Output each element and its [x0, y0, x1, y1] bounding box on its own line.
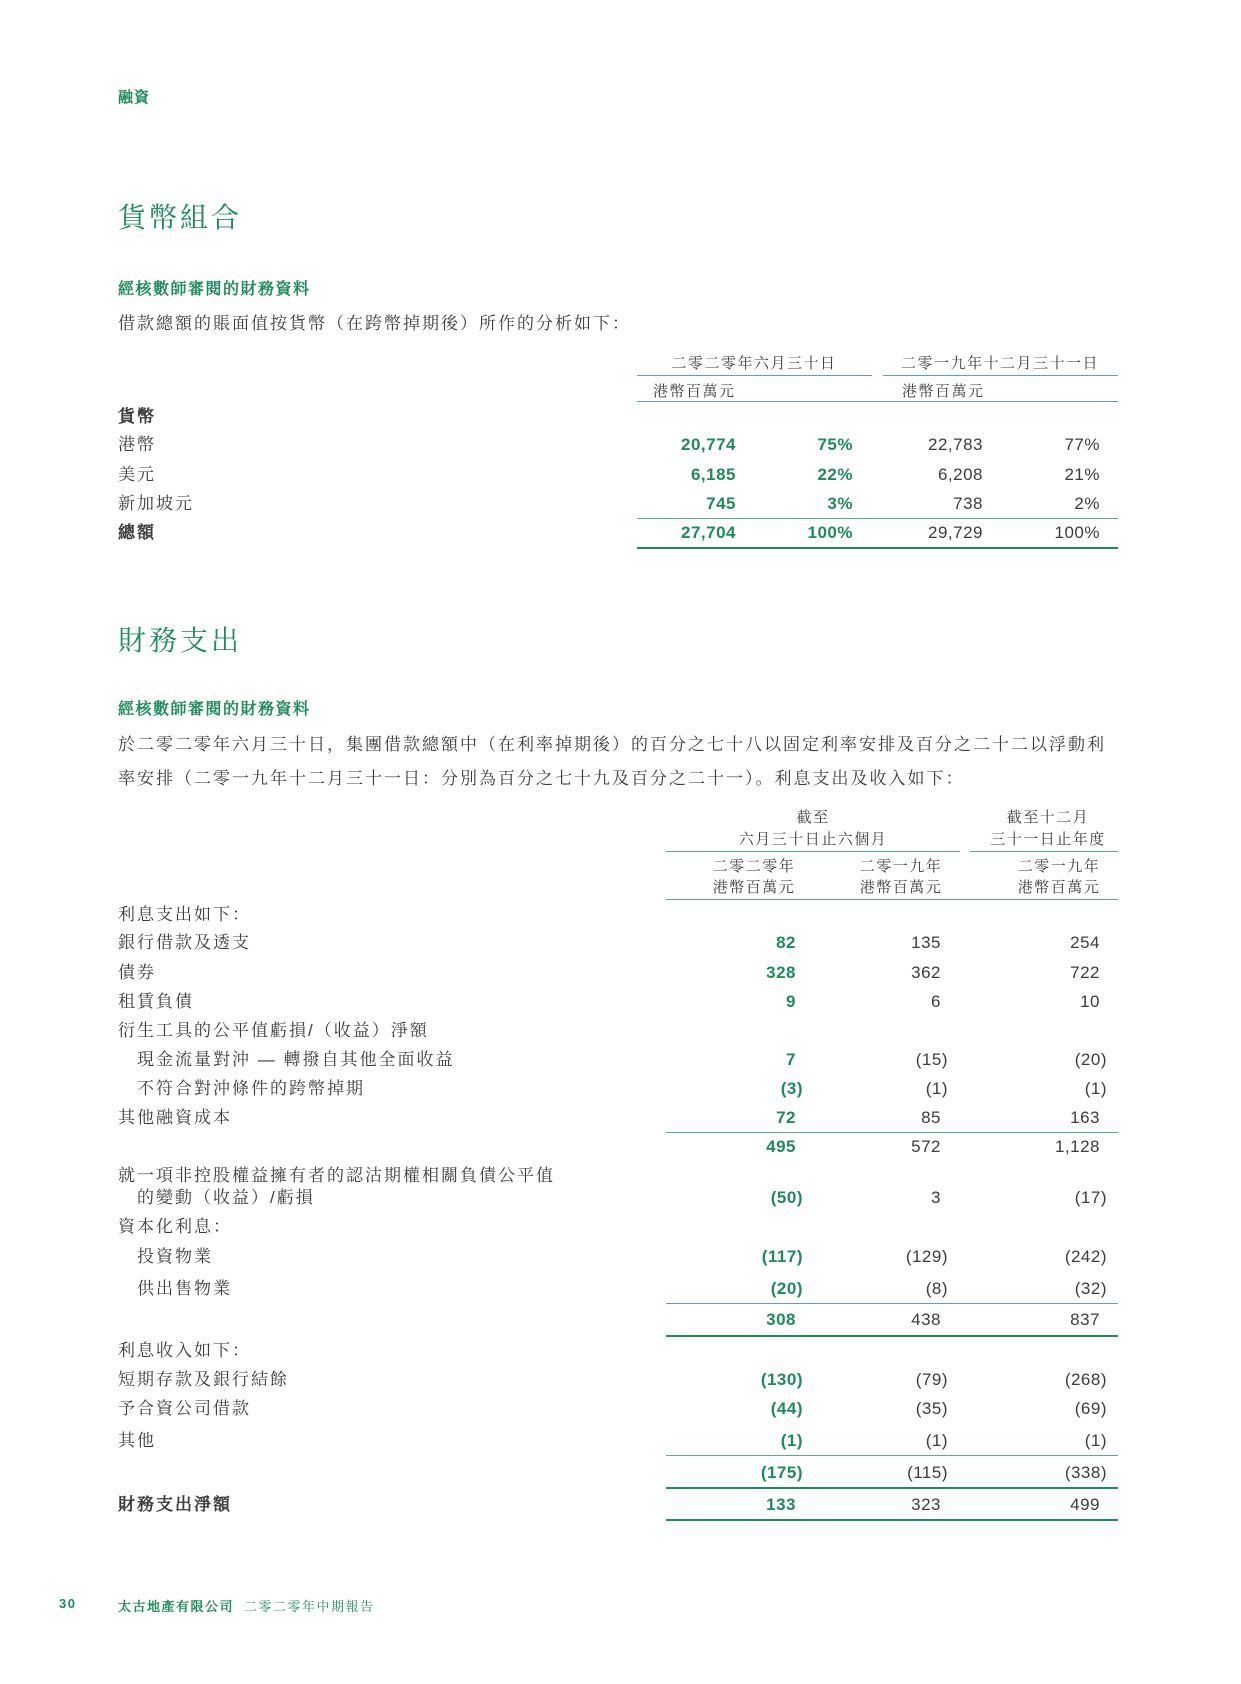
percent-2020: 22% — [817, 465, 853, 484]
table-row — [0, 463, 1241, 487]
value-2019-half: 572 — [911, 1137, 941, 1156]
col-unit: 港幣百萬元 — [1017, 879, 1101, 896]
section-label: 融資 — [118, 89, 151, 106]
divider — [666, 1132, 1118, 1133]
row-label: 供出售物業 — [137, 1279, 232, 1298]
col-year-2019-full: 二零一九年 — [1017, 858, 1101, 875]
table-row — [0, 1368, 1241, 1392]
value-2019-half: 6 — [931, 992, 941, 1011]
currency-unit-2019: 港幣百萬元 — [902, 383, 985, 400]
value-2020: 495 — [766, 1137, 796, 1156]
col-year-2020: 二零二零年 — [712, 858, 796, 875]
value-2019-full: 254 — [1070, 933, 1100, 952]
value-2019-half: (1) — [925, 1079, 948, 1098]
table-row — [0, 1164, 1241, 1188]
table-row — [0, 990, 1241, 1014]
table-row — [0, 1019, 1241, 1043]
value-2020: 82 — [776, 933, 796, 952]
table-row — [0, 1077, 1241, 1101]
row-label-continued: 的變動（收益）/虧損 — [137, 1188, 315, 1207]
row-label: 投資物業 — [137, 1247, 213, 1266]
table-row — [0, 1339, 1241, 1363]
table-row — [0, 1215, 1241, 1239]
value-2019-half: 438 — [911, 1310, 941, 1329]
row-label: 貨幣 — [118, 407, 156, 426]
table-row — [0, 492, 1241, 516]
divider — [970, 851, 1118, 852]
value-2020: 328 — [766, 963, 796, 982]
divider — [666, 851, 960, 852]
row-label: 新加坡元 — [118, 494, 194, 513]
row-label: 財務支出淨額 — [118, 1495, 232, 1514]
value-2019-full: (338) — [1064, 1463, 1107, 1482]
value-2020: 20,774 — [681, 435, 736, 454]
group-six-months-line2: 六月三十日止六個月 — [738, 831, 888, 848]
value-2019-full: (32) — [1074, 1279, 1107, 1298]
table-row — [0, 1106, 1241, 1130]
value-2020: (1) — [780, 1431, 803, 1450]
percent-2019: 21% — [1064, 465, 1100, 484]
table-row — [0, 903, 1241, 927]
table-row — [0, 1186, 1241, 1210]
value-2020: 7 — [786, 1050, 796, 1069]
divider — [637, 375, 872, 376]
value-2019-full: (17) — [1074, 1188, 1107, 1207]
row-label: 港幣 — [118, 435, 156, 454]
value-2019: 22,783 — [928, 435, 983, 454]
table-row — [0, 961, 1241, 985]
divider — [666, 1519, 1118, 1521]
row-label: 不符合對沖條件的跨幣掉期 — [137, 1079, 365, 1098]
finance-intro-line2: 率安排（二零一九年十二月三十一日：分別為百分之七十九及百分之二十一）。利息支出及收入如下： — [118, 769, 965, 788]
percent-2020: 3% — [827, 494, 853, 513]
table-row-total — [0, 521, 1241, 545]
table-row — [0, 1048, 1241, 1072]
table-row-subtotal — [0, 1135, 1241, 1159]
footer-company: 太古地產有限公司 — [118, 1599, 235, 1614]
value-2019-full: 10 — [1080, 992, 1100, 1011]
row-label: 其他融資成本 — [118, 1108, 232, 1127]
value-2019: 738 — [953, 494, 983, 513]
value-2019-full: (69) — [1074, 1399, 1107, 1418]
row-label: 就一項非控股權益擁有者的認沽期權相關負債公平值 — [118, 1166, 555, 1185]
value-2020: 72 — [776, 1108, 796, 1127]
value-2020: (175) — [760, 1463, 803, 1482]
table-row-total — [0, 1493, 1241, 1517]
value-2019-full: (1) — [1084, 1079, 1107, 1098]
value-2020: 308 — [766, 1310, 796, 1329]
value-2020: (20) — [770, 1279, 803, 1298]
row-label: 銀行借款及透支 — [118, 933, 251, 952]
value-2020: (44) — [770, 1399, 803, 1418]
table-row — [0, 405, 1241, 429]
row-label: 總額 — [118, 523, 156, 542]
table-row — [0, 1277, 1241, 1301]
currency-intro: 借款總額的賬面值按貨幣（在跨幣掉期後）所作的分析如下： — [118, 314, 631, 333]
finance-audited-label: 經核數師審閱的財務資料 — [118, 701, 311, 718]
currency-col-date-2019: 二零一九年十二月三十一日 — [900, 355, 1099, 372]
value-2019-half: (115) — [907, 1463, 948, 1482]
value-2019-full: 499 — [1070, 1495, 1100, 1514]
value-2019-half: 323 — [911, 1495, 941, 1514]
table-row — [0, 1245, 1241, 1269]
row-label: 予合資公司借款 — [118, 1399, 251, 1418]
finance-intro-line1: 於二零二零年六月三十日，集團借款總額中（在利率掉期後）的百分之七十八以固定利率安排及百分之二十二以浮動利 — [118, 735, 1106, 754]
value-2019-full: (1) — [1084, 1431, 1107, 1450]
value-2019-half: (79) — [915, 1370, 948, 1389]
divider — [666, 1303, 1118, 1304]
col-year-2019-half: 二零一九年 — [859, 858, 943, 875]
divider — [666, 1455, 1118, 1456]
row-label: 債券 — [118, 963, 156, 982]
table-row — [0, 931, 1241, 955]
percent-2019: 100% — [1054, 523, 1100, 542]
value-2020: 9 — [786, 992, 796, 1011]
percent-2020: 100% — [807, 523, 853, 542]
row-label: 現金流量對沖 — 轉撥自其他全面收益 — [137, 1050, 455, 1069]
table-row — [0, 1397, 1241, 1421]
currency-heading: 貨幣組合 — [118, 202, 243, 233]
divider — [666, 899, 1118, 900]
percent-2020: 75% — [817, 435, 853, 454]
row-label: 利息收入如下： — [118, 1341, 251, 1360]
divider — [637, 547, 1118, 549]
col-unit: 港幣百萬元 — [712, 879, 796, 896]
row-label: 租賃負債 — [118, 992, 194, 1011]
value-2019-full: 163 — [1070, 1108, 1100, 1127]
value-2019-full: (20) — [1074, 1050, 1107, 1069]
value-2019-full: 722 — [1070, 963, 1100, 982]
value-2020: (3) — [780, 1079, 803, 1098]
row-label: 其他 — [118, 1431, 156, 1450]
divider — [666, 1487, 1118, 1489]
row-label: 利息支出如下： — [118, 905, 251, 924]
divider — [637, 401, 1118, 402]
table-row-subtotal — [0, 1308, 1241, 1332]
divider — [637, 518, 1118, 519]
currency-audited-label: 經核數師審閱的財務資料 — [118, 281, 311, 298]
value-2020: (117) — [761, 1247, 803, 1266]
value-2019: 29,729 — [928, 523, 983, 542]
row-label: 短期存款及銀行結餘 — [118, 1370, 289, 1389]
currency-col-date-2020: 二零二零年六月三十日 — [671, 355, 837, 372]
value-2019-half: 135 — [911, 933, 941, 952]
value-2020: (50) — [770, 1188, 803, 1207]
value-2019-half: 362 — [911, 963, 941, 982]
divider — [883, 375, 1118, 376]
value-2019: 6,208 — [937, 465, 983, 484]
value-2020: 745 — [706, 494, 736, 513]
value-2020: 6,185 — [690, 465, 736, 484]
value-2019-full: (242) — [1064, 1247, 1107, 1266]
value-2019-half: (15) — [915, 1050, 948, 1069]
percent-2019: 77% — [1064, 435, 1100, 454]
value-2020: 133 — [766, 1495, 796, 1514]
value-2019-half: (129) — [905, 1247, 948, 1266]
col-unit: 港幣百萬元 — [859, 879, 943, 896]
group-year-line1: 截至十二月 — [1006, 809, 1090, 826]
table-row — [0, 433, 1241, 457]
table-row — [0, 1429, 1241, 1453]
page-number: 30 — [59, 1596, 77, 1611]
currency-unit-2020: 港幣百萬元 — [653, 383, 736, 400]
percent-2019: 2% — [1074, 494, 1100, 513]
value-2019-half: (1) — [925, 1431, 948, 1450]
value-2019-full: 1,128 — [1054, 1137, 1100, 1156]
value-2019-full: (268) — [1064, 1370, 1107, 1389]
footer-report: 二零二零年中期報告 — [244, 1599, 375, 1614]
table-row-subtotal — [0, 1461, 1241, 1485]
value-2019-half: (8) — [925, 1279, 948, 1298]
group-year-line2: 三十一日止年度 — [990, 831, 1106, 848]
value-2020: 27,704 — [681, 523, 736, 542]
divider — [666, 1335, 1118, 1337]
value-2019-half: 3 — [931, 1188, 941, 1207]
row-label: 美元 — [118, 465, 156, 484]
group-six-months-line1: 截至 — [796, 809, 830, 826]
row-label: 衍生工具的公平值虧損/（收益）淨額 — [118, 1021, 429, 1040]
value-2020: (130) — [760, 1370, 803, 1389]
value-2019-half: 85 — [921, 1108, 941, 1127]
row-label: 資本化利息： — [118, 1217, 232, 1236]
value-2019-half: (35) — [915, 1399, 948, 1418]
finance-heading: 財務支出 — [118, 625, 243, 656]
value-2019-full: 837 — [1070, 1310, 1100, 1329]
